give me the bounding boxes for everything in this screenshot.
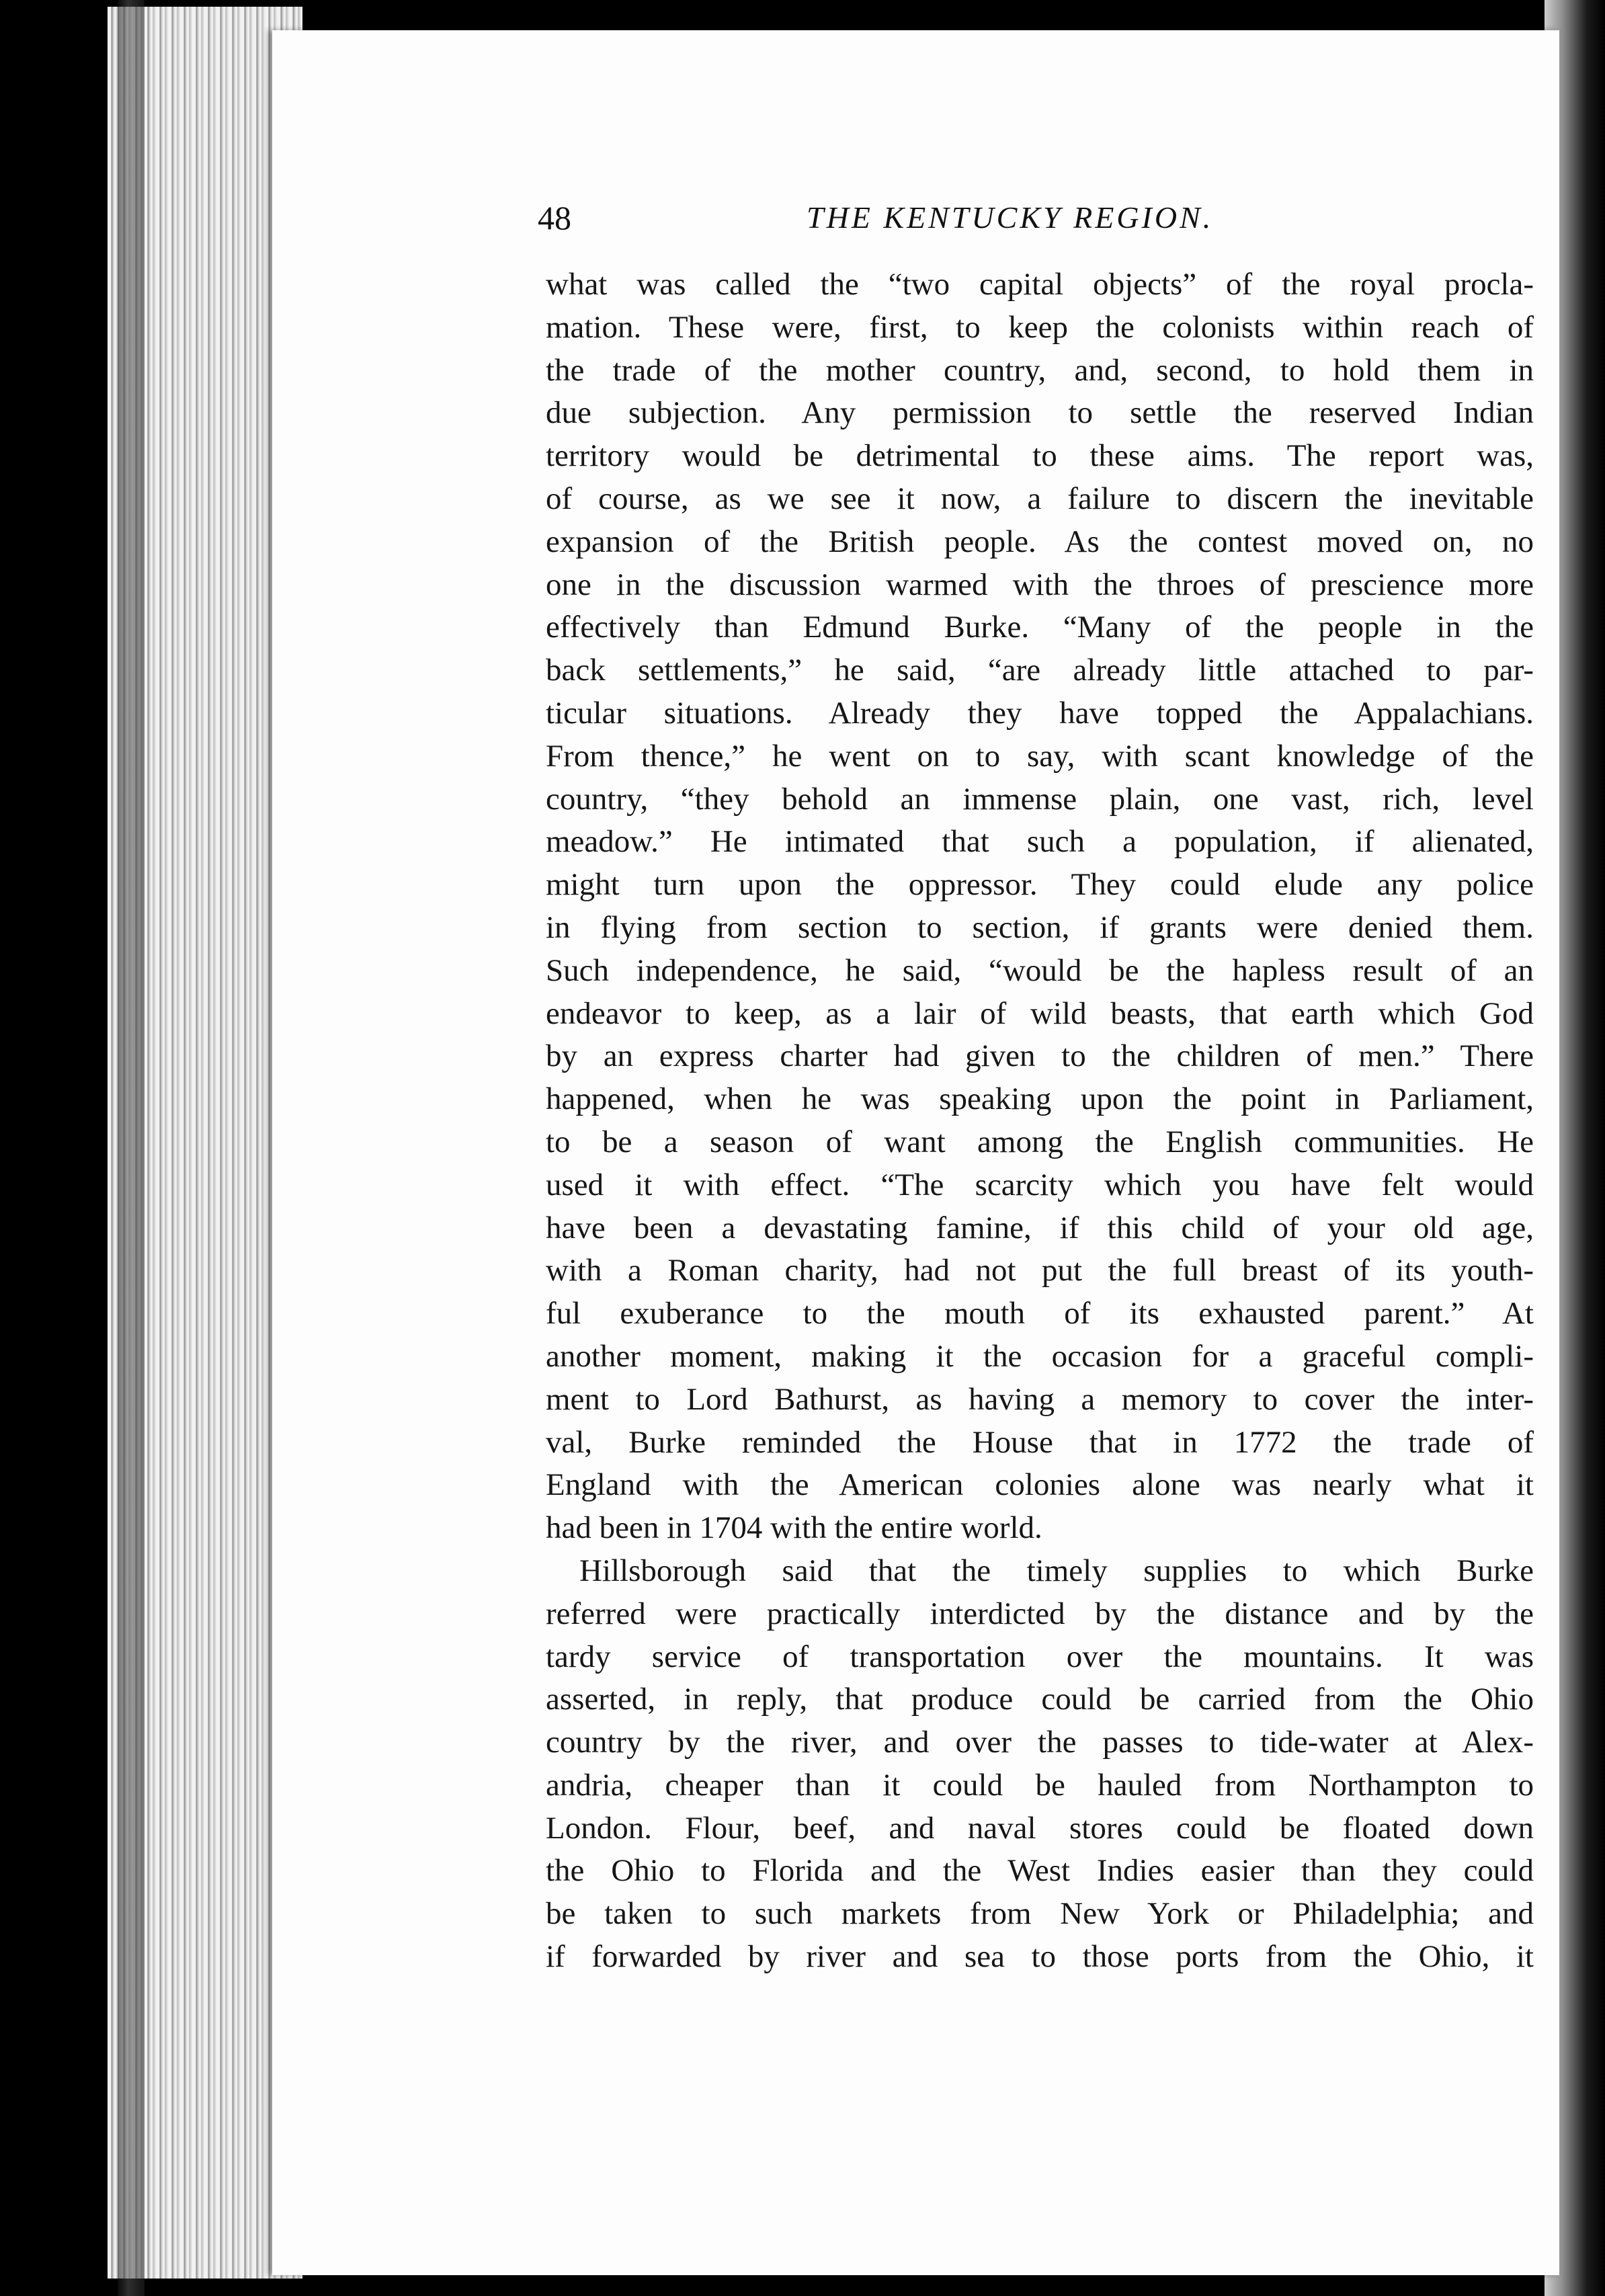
text-line: ful exuberance to the mouth of its exhausted parent.” At <box>546 1296 1534 1331</box>
body-text <box>546 263 1534 1979</box>
page-header <box>538 198 1270 245</box>
text-line: back settlements,” he said, “are already little attached to par- <box>546 653 1534 688</box>
text-line: happened, when he was speaking upon the point in Parliament, <box>546 1081 1534 1117</box>
running-head: THE KENTUCKY REGION. <box>807 200 1214 235</box>
text-line: the Ohio to Florida and the West Indies easier than they could <box>546 1853 1534 1889</box>
text-line: with a Roman charity, had not put the full breast of its youth- <box>546 1253 1534 1288</box>
text-line: andria, cheaper than it could be hauled from Northampton to <box>546 1767 1534 1803</box>
text-line: referred were practically interdicted by the distance and by the <box>546 1596 1534 1631</box>
text-line: in flying from section to section, if grants were denied them. <box>546 909 1534 945</box>
text-line: used it with effect. “The scarcity which you have felt would <box>546 1167 1534 1202</box>
text-line: country, “they behold an immense plain, one vast, rich, level <box>546 781 1534 817</box>
text-line: Such independence, he said, “would be the hapless result of an <box>546 952 1534 988</box>
text-line: had been in 1704 with the entire world. <box>546 1510 1042 1546</box>
text-line: tardy service of transportation over the mountains. It was <box>546 1639 1534 1674</box>
text-line: Hillsborough said that the timely supplies to which Burke <box>579 1553 1534 1588</box>
text-line: ticular situations. Already they have topped the Appalachians. <box>546 695 1534 731</box>
text-line: From thence,” he went on to say, with scant knowledge of the <box>546 738 1534 774</box>
text-line: meadow.” He intimated that such a population, if alienated, <box>546 824 1534 860</box>
text-line: due subjection. Any permission to settle the reserved Indian <box>546 395 1534 431</box>
text-line: val, Burke reminded the House that in 1772 the trade of <box>546 1424 1534 1460</box>
text-line: country by the river, and over the passes to tide-water at Alex- <box>546 1725 1534 1760</box>
text-line: effectively than Edmund Burke. “Many of the people in the <box>546 610 1534 645</box>
text-line: asserted, in reply, that produce could be carried from the Ohio <box>546 1682 1534 1717</box>
paragraph <box>546 263 1534 1550</box>
text-line: by an express charter had given to the children of men.” There <box>546 1038 1534 1074</box>
paragraph <box>546 1550 1534 1979</box>
text-line: endeavor to keep, as a lair of wild beasts, that earth which God <box>546 995 1534 1031</box>
page-number: 48 <box>538 199 571 237</box>
text-line: if forwarded by river and sea to those ports from the Ohio, it <box>546 1939 1534 1975</box>
text-line: London. Flour, beef, and naval stores could be floated down <box>546 1810 1534 1846</box>
text-line: one in the discussion warmed with the throes of prescience more <box>546 567 1534 602</box>
text-line: expansion of the British people. As the contest moved on, no <box>546 524 1534 559</box>
text-line: of course, as we see it now, a failure to discern the inevitable <box>546 481 1534 516</box>
text-line: the trade of the mother country, and, second, to hold them in <box>546 352 1534 388</box>
text-line: be taken to such markets from New York or Philadelphia; and <box>546 1896 1534 1932</box>
text-line: another moment, making it the occasion for a graceful compli- <box>546 1338 1534 1374</box>
text-line: ment to Lord Bathurst, as having a memory to cover the inter- <box>546 1381 1534 1417</box>
text-line: to be a season of want among the English communities. He <box>546 1124 1534 1159</box>
text-line: mation. These were, first, to keep the colonists within reach of <box>546 309 1534 345</box>
binding-shadow <box>118 0 145 2296</box>
text-line: have been a devastating famine, if this child of your old age, <box>546 1210 1534 1245</box>
text-line: what was called the “two capital objects” of the royal procla- <box>546 267 1534 302</box>
text-line: England with the American colonies alone was nearly what it <box>546 1467 1534 1503</box>
text-line: territory would be detrimental to these aims. The report was, <box>546 438 1534 474</box>
text-line: might turn upon the oppressor. They could elude any police <box>546 867 1534 903</box>
